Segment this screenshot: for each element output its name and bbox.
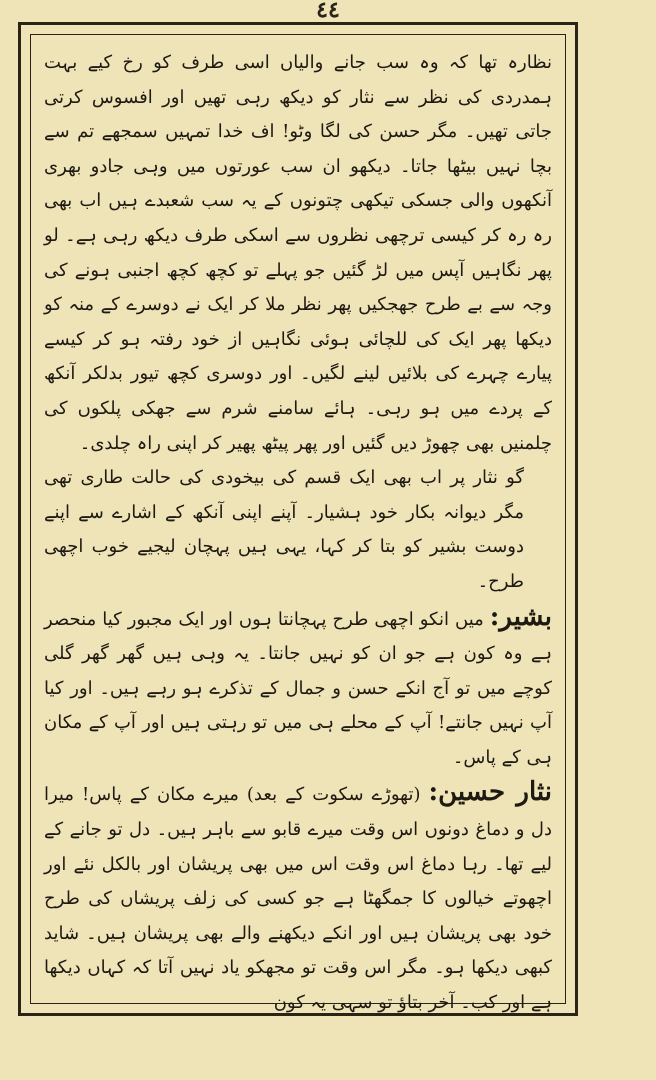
speaker-name-nisar: نثار حسین: (428, 777, 552, 808)
paragraph-narration: نظارہ تھا کہ وہ سب جانے والیاں اسی طرف کو رخ کیے بہت ہمدردی کی نظر سے نثار کو دیکھ رہی تھیں اور افسوس کرتی جاتی تھیں۔ مگر حسن کی لگا وٹو! اف خدا تمہیں سمجھے تم سے بچا نہیں بیٹھا جاتا۔ دیکھو ان سب عورتوں میں وہی جادو بھری آنکھوں والی جسکی تیکھی چتونوں کے یہ سب شعبدے ہیں اب بھی رہ رہ کر کیسی ترچھی نظروں سے اسکی طرف دیکھ رہی ہے۔ لو پھر نگاہیں آپس میں لڑ گئیں جو پہلے تو کچھ کچھ اجنبی ہونے کی وجہ سے بے طرح جھجکیں پھر نظر ملا کر ایک نے دوسرے کے منہ کو دیکھا پھر ایک کی للچائی ہوئی نگاہیں از خود رفتہ ہو کر کیسے پیارے چہرے کی بلائیں لینے لگیں۔ اور دوسری کچھ تیور بدلکر آنکھ کے پردے میں ہو رہی۔ ہائے سامنے شرم سے جھکی پلکوں کی چلمنیں بھی چھوڑ دیں گئیں اور پھر پیٹھ پھیر کر اپنی راہ چلدی۔ (44, 52, 552, 454)
dialogue-text-nisar: (تھوڑے سکوت کے بعد) میرے مکان کے پاس! میرا دل و دماغ دونوں اس وقت میرے قابو سے باہر ہیں۔ دل تو جانے کے لیے تھا۔ رہا دماغ اس وقت اس میں بھی پریشان اور بالکل نئے اور اچھوتے خیالوں کا جمگھٹا ہے جو کسی کی زلف پریشاں کی طرح خود بھی پریشان ہیں اور انکے دیکھنے والے بھی پریشان ہیں۔ شاید کبھی دیکھا ہو۔ مگر اس وقت تو مجھکو یاد نہیں آتا کہ کہاں دیکھا ہے اور کب۔ آخر بتاؤ تو سہی یہ کون (44, 784, 552, 1014)
dialogue-bashir (44, 600, 552, 776)
speaker-name-bashir: بشیر: (489, 601, 552, 632)
page-number: ٤٤ (316, 0, 340, 23)
dialogue-text-bashir: میں انکو اچھی طرح پہچانتا ہوں اور ایک مجبور کیا منحصر ہے وہ کون ہے جو ان کو نہیں جانتا۔ یہ وہی ہیں گھر گھر گلی کوچے میں تو آج انکے حسن و جمال کے تذکرے ہو رہے ہیں۔ اور کیا آپ نہیں جانتے! آپ کے محلے ہی میں تو رہتی ہیں اور آپ کے مکان ہی کے پاس۔ (44, 608, 552, 768)
page-text (44, 46, 552, 1014)
paragraph-nisar-gesture: گو نثار پر اب بھی ایک قسم کی بیخودی کی حالت طاری تھی مگر دیوانہ بکار خود ہشیار۔ آپنے اپنی آنکھ کے اشارے سے اپنے دوست بشیر کو بتا کر کہا، یہی ہیں پہچان لیجیے خوب اچھی طرح۔ (44, 467, 524, 592)
dialogue-nisar (44, 775, 552, 1020)
